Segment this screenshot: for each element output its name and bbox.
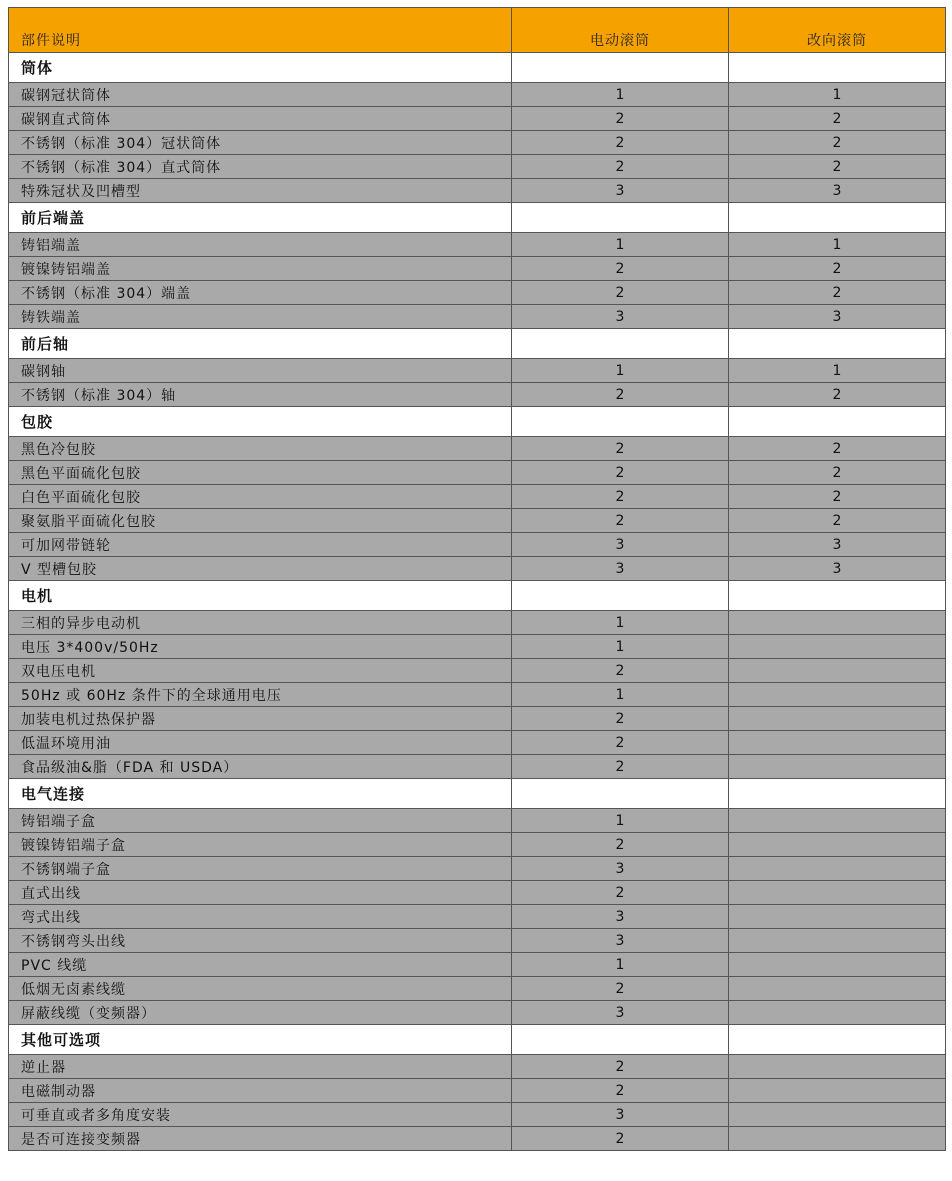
idler-pulley-value: 3 [729, 179, 946, 203]
table-row [9, 155, 946, 179]
table-row [9, 809, 946, 833]
idler-pulley-value [729, 857, 946, 881]
idler-pulley-value [729, 809, 946, 833]
idler-pulley-value [729, 929, 946, 953]
motorized-pulley-value: 2 [512, 881, 729, 905]
motorized-pulley-value: 1 [512, 635, 729, 659]
section-empty-cell [512, 53, 729, 83]
table-row [9, 131, 946, 155]
idler-pulley-value: 1 [729, 233, 946, 257]
section-title: 包胶 [9, 407, 512, 437]
idler-pulley-value: 2 [729, 383, 946, 407]
table-row [9, 383, 946, 407]
table-row [9, 707, 946, 731]
row-label: 低烟无卤素线缆 [9, 977, 512, 1001]
table-row [9, 731, 946, 755]
idler-pulley-value: 2 [729, 155, 946, 179]
row-label: 食品级油&脂（FDA 和 USDA） [9, 755, 512, 779]
table-row [9, 233, 946, 257]
row-label: 黑色冷包胶 [9, 437, 512, 461]
row-label: 聚氨脂平面硫化包胶 [9, 509, 512, 533]
idler-pulley-value [729, 881, 946, 905]
row-label: 镀镍铸铝端子盒 [9, 833, 512, 857]
table-row [9, 359, 946, 383]
motorized-pulley-value: 3 [512, 533, 729, 557]
row-label: 碳钢直式筒体 [9, 107, 512, 131]
table-row [9, 929, 946, 953]
idler-pulley-value: 3 [729, 557, 946, 581]
idler-pulley-value: 2 [729, 107, 946, 131]
section-empty-cell [729, 203, 946, 233]
motorized-pulley-value: 3 [512, 857, 729, 881]
table-row [9, 557, 946, 581]
table-row [9, 305, 946, 329]
table-row [9, 437, 946, 461]
motorized-pulley-value: 1 [512, 359, 729, 383]
row-label: 铸铁端盖 [9, 305, 512, 329]
idler-pulley-value: 3 [729, 533, 946, 557]
motorized-pulley-value: 3 [512, 1001, 729, 1025]
motorized-pulley-value: 1 [512, 809, 729, 833]
idler-pulley-value [729, 905, 946, 929]
section-empty-cell [729, 53, 946, 83]
header-row [9, 8, 946, 53]
section-header-row [9, 203, 946, 233]
motorized-pulley-value: 2 [512, 707, 729, 731]
motorized-pulley-value: 3 [512, 905, 729, 929]
table-row [9, 1001, 946, 1025]
motorized-pulley-value: 2 [512, 485, 729, 509]
motorized-pulley-value: 2 [512, 731, 729, 755]
row-label: 不锈钢（标准 304）轴 [9, 383, 512, 407]
motorized-pulley-value: 1 [512, 683, 729, 707]
row-label: 可垂直或者多角度安装 [9, 1103, 512, 1127]
section-empty-cell [512, 329, 729, 359]
table-row [9, 461, 946, 485]
motorized-pulley-value: 2 [512, 155, 729, 179]
row-label: 是否可连接变频器 [9, 1127, 512, 1151]
idler-pulley-value [729, 659, 946, 683]
table-row [9, 755, 946, 779]
motorized-pulley-value: 2 [512, 281, 729, 305]
table-row [9, 83, 946, 107]
table-row [9, 611, 946, 635]
table-row [9, 881, 946, 905]
row-label: 镀镍铸铝端盖 [9, 257, 512, 281]
motorized-pulley-value: 2 [512, 977, 729, 1001]
motorized-pulley-value: 2 [512, 461, 729, 485]
row-label: 白色平面硫化包胶 [9, 485, 512, 509]
motorized-pulley-value: 2 [512, 257, 729, 281]
section-empty-cell [512, 407, 729, 437]
idler-pulley-value: 3 [729, 305, 946, 329]
row-label: V 型槽包胶 [9, 557, 512, 581]
row-label: 铸铝端子盒 [9, 809, 512, 833]
header-idler-pulley: 改向滚筒 [729, 8, 946, 53]
idler-pulley-value [729, 707, 946, 731]
section-title: 筒体 [9, 53, 512, 83]
section-header-row [9, 407, 946, 437]
idler-pulley-value [729, 1079, 946, 1103]
idler-pulley-value: 1 [729, 359, 946, 383]
section-header-row [9, 1025, 946, 1055]
motorized-pulley-value: 2 [512, 755, 729, 779]
motorized-pulley-value: 2 [512, 509, 729, 533]
motorized-pulley-value: 1 [512, 83, 729, 107]
table-row [9, 1055, 946, 1079]
idler-pulley-value [729, 731, 946, 755]
motorized-pulley-value: 2 [512, 437, 729, 461]
row-label: 屏蔽线缆（变频器） [9, 1001, 512, 1025]
idler-pulley-value: 2 [729, 461, 946, 485]
idler-pulley-value: 2 [729, 485, 946, 509]
row-label: 逆止器 [9, 1055, 512, 1079]
row-label: 碳钢轴 [9, 359, 512, 383]
idler-pulley-value [729, 953, 946, 977]
motorized-pulley-value: 1 [512, 953, 729, 977]
idler-pulley-value [729, 1127, 946, 1151]
table-row [9, 833, 946, 857]
motorized-pulley-value: 2 [512, 131, 729, 155]
header-motorized-pulley: 电动滚筒 [512, 8, 729, 53]
table-row [9, 1103, 946, 1127]
section-title: 电机 [9, 581, 512, 611]
table-row [9, 953, 946, 977]
section-title: 其他可选项 [9, 1025, 512, 1055]
section-empty-cell [512, 779, 729, 809]
table-row [9, 485, 946, 509]
row-label: 不锈钢端子盒 [9, 857, 512, 881]
motorized-pulley-value: 2 [512, 383, 729, 407]
idler-pulley-value: 2 [729, 257, 946, 281]
section-empty-cell [729, 779, 946, 809]
row-label: 加装电机过热保护器 [9, 707, 512, 731]
table-row [9, 1127, 946, 1151]
table-row [9, 1079, 946, 1103]
row-label: 特殊冠状及凹槽型 [9, 179, 512, 203]
motorized-pulley-value: 2 [512, 659, 729, 683]
row-label: 可加网带链轮 [9, 533, 512, 557]
section-empty-cell [512, 581, 729, 611]
row-label: 直式出线 [9, 881, 512, 905]
options-table [8, 7, 946, 1151]
table-row [9, 107, 946, 131]
section-title: 电气连接 [9, 779, 512, 809]
row-label: 黑色平面硫化包胶 [9, 461, 512, 485]
row-label: 弯式出线 [9, 905, 512, 929]
section-title: 前后轴 [9, 329, 512, 359]
idler-pulley-value [729, 755, 946, 779]
section-empty-cell [729, 581, 946, 611]
table-row [9, 179, 946, 203]
idler-pulley-value: 2 [729, 437, 946, 461]
table-row [9, 509, 946, 533]
idler-pulley-value [729, 611, 946, 635]
idler-pulley-value [729, 1103, 946, 1127]
table-row [9, 683, 946, 707]
table-row [9, 257, 946, 281]
section-empty-cell [729, 407, 946, 437]
motorized-pulley-value: 2 [512, 1055, 729, 1079]
row-label: 铸铝端盖 [9, 233, 512, 257]
idler-pulley-value: 1 [729, 83, 946, 107]
table-row [9, 281, 946, 305]
idler-pulley-value: 2 [729, 281, 946, 305]
idler-pulley-value [729, 1001, 946, 1025]
row-label: 不锈钢（标准 304）端盖 [9, 281, 512, 305]
table-row [9, 635, 946, 659]
motorized-pulley-value: 2 [512, 1079, 729, 1103]
motorized-pulley-value: 2 [512, 833, 729, 857]
table-row [9, 977, 946, 1001]
idler-pulley-value [729, 683, 946, 707]
motorized-pulley-value: 3 [512, 557, 729, 581]
section-empty-cell [512, 203, 729, 233]
section-empty-cell [729, 329, 946, 359]
idler-pulley-value [729, 635, 946, 659]
idler-pulley-value [729, 833, 946, 857]
motorized-pulley-value: 2 [512, 107, 729, 131]
header-part-description: 部件说明 [9, 8, 512, 53]
idler-pulley-value [729, 977, 946, 1001]
row-label: 50Hz 或 60Hz 条件下的全球通用电压 [9, 683, 512, 707]
section-title: 前后端盖 [9, 203, 512, 233]
row-label: 三相的异步电动机 [9, 611, 512, 635]
table-row [9, 905, 946, 929]
motorized-pulley-value: 1 [512, 233, 729, 257]
section-header-row [9, 581, 946, 611]
motorized-pulley-value: 3 [512, 179, 729, 203]
row-label: 电压 3*400v/50Hz [9, 635, 512, 659]
row-label: 不锈钢（标准 304）直式筒体 [9, 155, 512, 179]
table-row [9, 857, 946, 881]
row-label: 不锈钢弯头出线 [9, 929, 512, 953]
motorized-pulley-value: 3 [512, 305, 729, 329]
row-label: PVC 线缆 [9, 953, 512, 977]
section-empty-cell [729, 1025, 946, 1055]
table-row [9, 533, 946, 557]
motorized-pulley-value: 3 [512, 929, 729, 953]
row-label: 低温环境用油 [9, 731, 512, 755]
idler-pulley-value [729, 1055, 946, 1079]
motorized-pulley-value: 2 [512, 1127, 729, 1151]
section-header-row [9, 779, 946, 809]
motorized-pulley-value: 1 [512, 611, 729, 635]
row-label: 碳钢冠状筒体 [9, 83, 512, 107]
idler-pulley-value: 2 [729, 131, 946, 155]
section-header-row [9, 329, 946, 359]
section-empty-cell [512, 1025, 729, 1055]
idler-pulley-value: 2 [729, 509, 946, 533]
row-label: 双电压电机 [9, 659, 512, 683]
row-label: 电磁制动器 [9, 1079, 512, 1103]
section-header-row [9, 53, 946, 83]
table-row [9, 659, 946, 683]
motorized-pulley-value: 3 [512, 1103, 729, 1127]
row-label: 不锈钢（标准 304）冠状筒体 [9, 131, 512, 155]
